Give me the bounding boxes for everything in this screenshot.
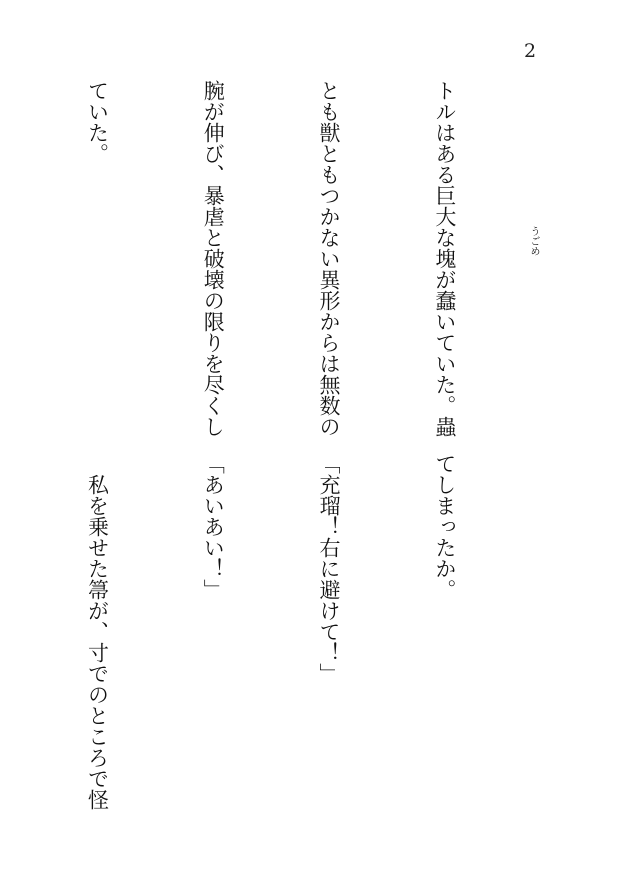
text-line: 「あいあい！」 [201,453,226,600]
text-line: とも獣ともつかない異形からは無数の [317,80,342,437]
text-line [0,453,1,793]
text-line: 私を乗せた箒が、寸でのところで怪 [85,453,110,810]
text-line [0,80,1,420]
text-line: トルはある巨大な塊が蠢いていた。蟲 [432,80,457,437]
text-line: 腕が伸び、暴虐と破壊の限りを尽くし [201,80,226,437]
text-line: てしまったか。 [432,453,457,600]
text-block-bottom [0,453,541,810]
text-line: ていた。 [85,80,110,164]
page-number: 2 [524,40,537,62]
text-block-top [0,80,541,437]
ruby-annotation: うごめ [528,226,539,256]
text-line: 「充瑠！右に避けて！」 [317,453,342,684]
